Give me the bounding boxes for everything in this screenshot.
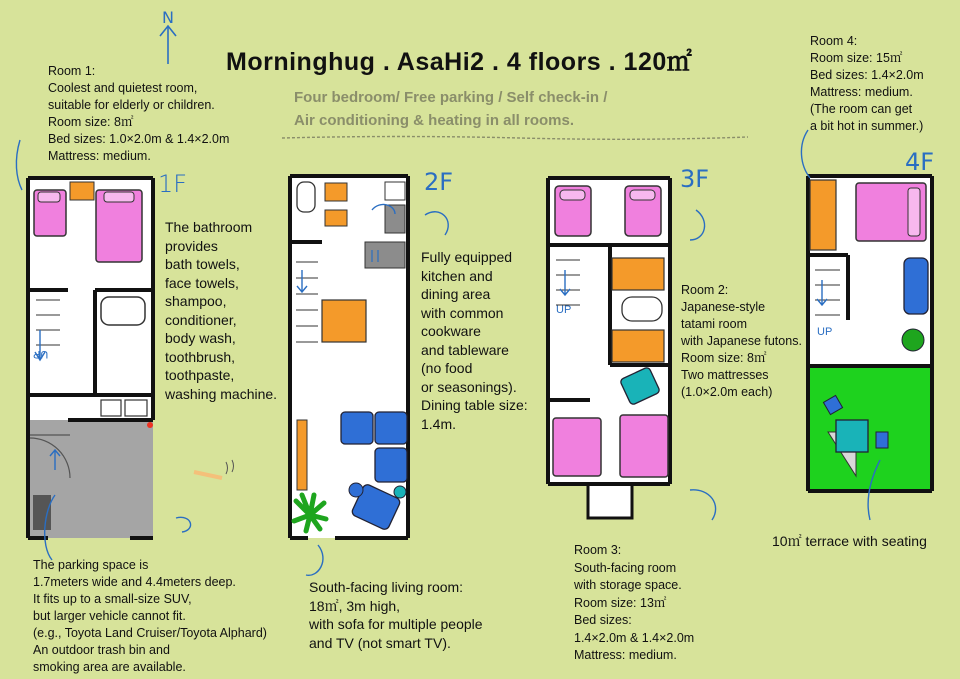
stair-up-label-1f: UP xyxy=(33,348,49,360)
note-bathroom: The bathroom provides bath towels, face towels, shampoo, conditioner, body wash, toothbrush, toothpaste, washing machine. xyxy=(165,219,278,402)
note-parking: The parking space is 1.7meters wide and 4.4meters deep. It fits up to a small-size SUV, but larger vehicle cannot fit. (e.g., Toyota Land Cruiser/Toyota Alphard) An outdoor trash bin and smoking area are available. xyxy=(33,558,267,674)
page-subtitle: Four bedroom/ Free parking / Self check-in / Air conditioning & heating in all rooms. xyxy=(294,89,608,129)
note-room2: Room 2: Japanese-style tatami room with Japanese futons. Room size: 8㎡ Two mattresses (1.0×2.0m each) xyxy=(681,283,802,399)
floor-1-label: 1F xyxy=(158,170,188,198)
note-room3: Room 3: South-facing room with storage space. Room size: 13㎡ Bed sizes: 1.4×2.0m & 1.4×2.0m Mattress: medium. xyxy=(574,543,695,662)
note-kitchen: Fully equipped kitchen and dining area with common cookware and tableware (no food or seasonings). Dining table size: 1.4m. xyxy=(421,249,528,432)
sofa-4f xyxy=(904,258,928,314)
stair-up-label-4f: UP xyxy=(817,326,833,338)
floor-3-label: 3F xyxy=(680,165,710,193)
terrace-area xyxy=(808,366,932,491)
note-room1: Room 1: Coolest and quietest room, suitable for elderly or children. Room size: 8㎡ Bed sizes: 1.0×2.0m & 1.4×2.0m Mattress: medium. xyxy=(48,64,230,163)
floor-2-label: 2F xyxy=(424,168,454,196)
wardrobe-4f xyxy=(810,180,836,250)
stair-up-label-3f: UP xyxy=(556,304,572,316)
note-terrace: 10㎡ terrace with seating xyxy=(772,533,927,549)
plant-4f xyxy=(902,329,924,351)
page-title: Morninghug . AsaHi2 . 4 floors . 120㎡ xyxy=(226,48,693,76)
north-label: N xyxy=(162,8,174,27)
terrace-table xyxy=(836,420,868,452)
note-living: South-facing living room: 18㎡, 3m high, with sofa for multiple people and TV (not smart TV). xyxy=(309,579,483,651)
floor-4-label: 4F xyxy=(905,148,935,176)
note-room4: Room 4: Room size: 15㎡ Bed sizes: 1.4×2.0m Mattress: medium. (The room can get a bit hot in summer.) xyxy=(810,34,924,133)
